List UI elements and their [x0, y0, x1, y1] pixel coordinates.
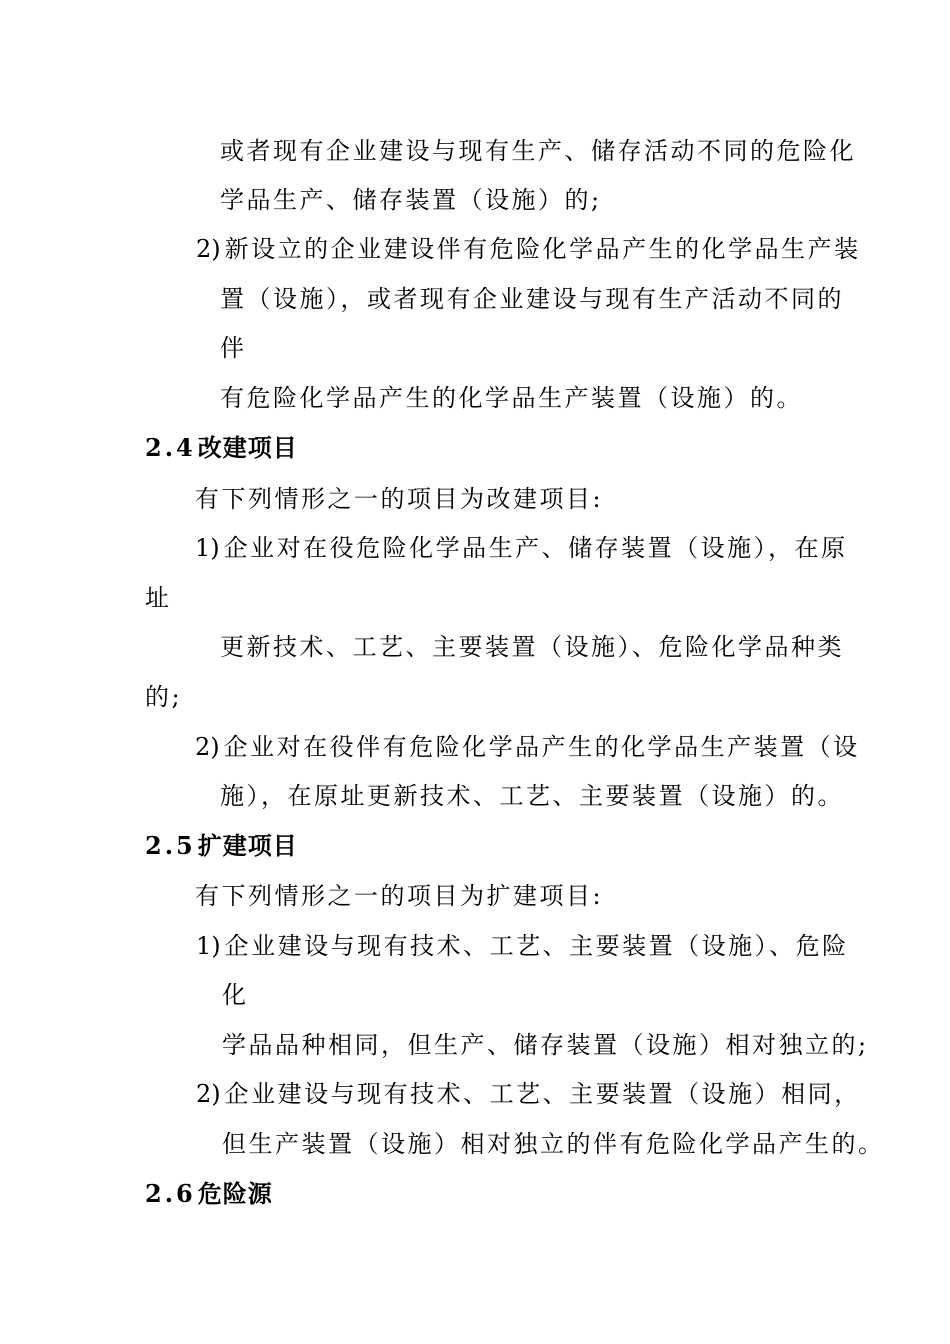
list-number: 2) — [195, 733, 220, 761]
paragraph-line: 的; — [145, 683, 183, 711]
list-number: 1) — [195, 534, 220, 562]
section-number: 2.4 — [145, 433, 196, 462]
section-title: 危险源 — [197, 1179, 273, 1208]
section-heading — [145, 826, 298, 866]
section-title: 扩建项目 — [197, 831, 298, 860]
list-item-text: 企业对在役危险化学品生产、储存装置（设施），在原 — [223, 534, 848, 562]
list-item-text: 企业建设与现有技术、工艺、主要装置（设施）、危险 — [224, 932, 849, 960]
paragraph-line: 学品生产、储存装置（设施）的; — [220, 186, 602, 214]
list-item — [196, 229, 861, 269]
paragraph-line: 址 — [145, 584, 172, 612]
list-number: 2) — [196, 235, 221, 263]
section-heading — [145, 428, 298, 468]
paragraph-line: 有危险化学品产生的化学品生产装置（设施）的。 — [220, 384, 803, 412]
section-heading — [145, 1174, 273, 1214]
paragraph-line: 但生产装置（设施）相对独立的伴有危险化学品产生的。 — [222, 1130, 885, 1158]
list-item — [195, 727, 860, 767]
section-number: 2.5 — [145, 831, 196, 860]
paragraph-line: 伴 — [220, 334, 247, 362]
list-item — [196, 1074, 861, 1114]
paragraph-line: 有下列情形之一的项目为扩建项目: — [195, 882, 604, 910]
section-title: 改建项目 — [197, 433, 298, 462]
paragraph-line: 更新技术、工艺、主要装置（设施）、危险化学品种类 — [220, 633, 844, 661]
list-item — [195, 528, 848, 568]
paragraph-line: 化 — [222, 981, 249, 1009]
list-item — [196, 926, 849, 966]
paragraph-line: 施），在原址更新技术、工艺、主要装置（设施）的。 — [220, 782, 844, 810]
list-number: 2) — [196, 1080, 221, 1108]
list-item-text: 企业对在役伴有危险化学品产生的化学品生产装置（设 — [223, 733, 860, 761]
section-number: 2.6 — [145, 1179, 196, 1208]
paragraph-line: 或者现有企业建设与现有生产、储存活动不同的危险化 — [220, 137, 856, 165]
paragraph-line: 学品品种相同，但生产、储存装置（设施）相对独立的; — [222, 1031, 869, 1059]
list-item-text: 企业建设与现有技术、工艺、主要装置（设施）相同， — [224, 1080, 861, 1108]
paragraph-line: 有下列情形之一的项目为改建项目: — [195, 485, 604, 513]
paragraph-line: 置（设施），或者现有企业建设与现有生产活动不同的 — [220, 285, 844, 313]
list-item-text: 新设立的企业建设伴有危险化学品产生的化学品生产装 — [224, 235, 861, 263]
list-number: 1) — [196, 932, 221, 960]
